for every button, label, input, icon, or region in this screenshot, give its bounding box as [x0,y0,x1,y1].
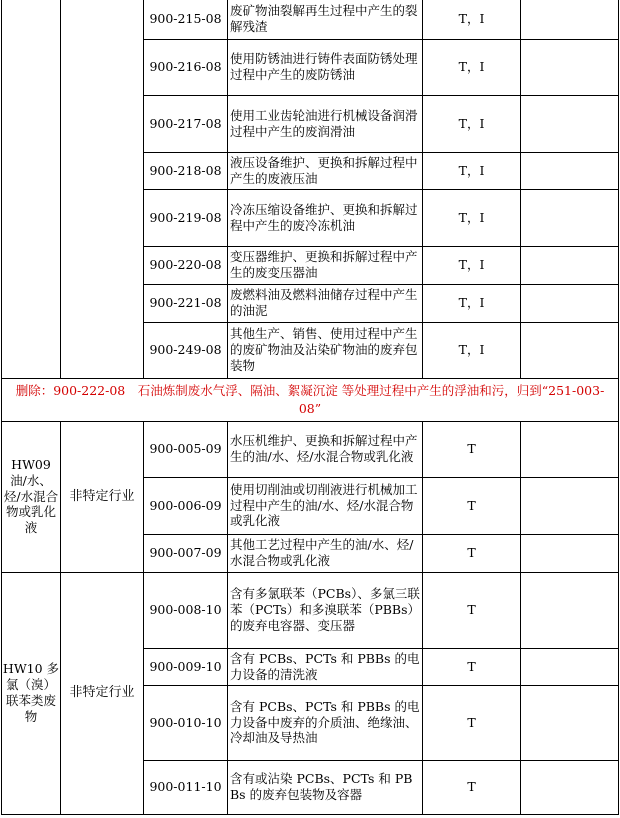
waste-code: 900-007-09 [144,534,228,572]
industry-cell-empty [61,0,144,378]
table-row [2,0,619,39]
waste-code: 900-249-08 [144,322,228,378]
waste-description: 液压设备维护、更换和拆解过程中产生的废液压油 [228,152,423,189]
waste-code: 900-217-08 [144,95,228,152]
remark-cell [521,685,619,760]
hazard-property: T，I [423,95,521,152]
category-cell-empty [2,0,61,378]
remark-cell [521,648,619,685]
remark-cell [521,246,619,284]
hazard-property: T，I [423,246,521,284]
remark-cell [521,284,619,322]
remark-cell [521,322,619,378]
waste-code: 900-221-08 [144,284,228,322]
remark-cell [521,0,619,39]
remark-cell [521,95,619,152]
hazard-property: T [423,760,521,814]
hazard-property: T，I [423,39,521,95]
waste-description: 废燃料油及燃料油储存过程中产生的油泥 [228,284,423,322]
industry-cell: 非特定行业 [61,421,144,572]
remark-cell [521,572,619,648]
hazard-property: T，I [423,189,521,246]
waste-code: 900-006-09 [144,477,228,534]
waste-code: 900-005-09 [144,421,228,477]
table-row [2,421,619,477]
remark-cell [521,39,619,95]
waste-description: 含有多氯联苯（PCBs）、多氯三联苯（PCTs）和多溴联苯（PBBs）的废弃电容器、变压器 [228,572,423,648]
waste-description: 使用切削油或切削液进行机械加工过程中产生的油/水、烃/水混合物或乳化液 [228,477,423,534]
waste-description: 其他生产、销售、使用过程中产生的废矿物油及沾染矿物油的废弃包装物 [228,322,423,378]
hazard-property: T [423,685,521,760]
hazard-property: T [423,421,521,477]
waste-code: 900-011-10 [144,760,228,814]
hazard-property: T [423,572,521,648]
waste-description: 废矿物油裂解再生过程中产生的裂解残渣 [228,0,423,39]
hazard-property: T，I [423,284,521,322]
remark-cell [521,189,619,246]
hazard-property: T [423,534,521,572]
category-cell: HW09 油/水、烃/水混合物或乳化液 [2,421,61,572]
waste-code: 900-008-10 [144,572,228,648]
waste-code: 900-220-08 [144,246,228,284]
waste-description: 含有 PCBs、PCTs 和 PBBs 的电力设备中废弃的介质油、绝缘油、冷却油及导热油 [228,685,423,760]
category-cell: HW10 多氯（溴）联苯类废物 [2,572,61,814]
waste-description: 含有 PCBs、PCTs 和 PBBs 的电力设备的清洗液 [228,648,423,685]
waste-description: 使用防锈油进行铸件表面防锈处理过程中产生的废防锈油 [228,39,423,95]
waste-code: 900-215-08 [144,0,228,39]
waste-code: 900-218-08 [144,152,228,189]
waste-description: 含有或沾染 PCBs、PCTs 和 PBBs 的废弃包装物及容器 [228,760,423,814]
waste-catalog-table [1,0,619,815]
waste-description: 其他工艺过程中产生的油/水、烃/水混合物或乳化液 [228,534,423,572]
hazard-property: T，I [423,0,521,39]
hazard-property: T [423,648,521,685]
waste-description: 冷冻压缩设备维护、更换和拆解过程中产生的废冷冻机油 [228,189,423,246]
waste-description: 变压器维护、更换和拆解过程中产生的废变压器油 [228,246,423,284]
remark-cell [521,152,619,189]
industry-cell: 非特定行业 [61,572,144,814]
hazard-property: T，I [423,322,521,378]
remark-cell [521,421,619,477]
hazard-property: T [423,477,521,534]
waste-code: 900-009-10 [144,648,228,685]
remark-cell [521,534,619,572]
remark-cell [521,477,619,534]
waste-description: 水压机维护、更换和拆解过程中产生的油/水、烃/水混合物或乳化液 [228,421,423,477]
waste-description: 使用工业齿轮油进行机械设备润滑过程中产生的废润滑油 [228,95,423,152]
waste-code: 900-010-10 [144,685,228,760]
table-row [2,572,619,648]
waste-code: 900-216-08 [144,39,228,95]
hazard-property: T，I [423,152,521,189]
deletion-note-row [2,378,619,421]
waste-code: 900-219-08 [144,189,228,246]
remark-cell [521,760,619,814]
deletion-note: 删除：900-222-08 石油炼制废水气浮、隔油、絮凝沉淀 等处理过程中产生的浮油和污，归到“251-003-08” [2,378,619,421]
